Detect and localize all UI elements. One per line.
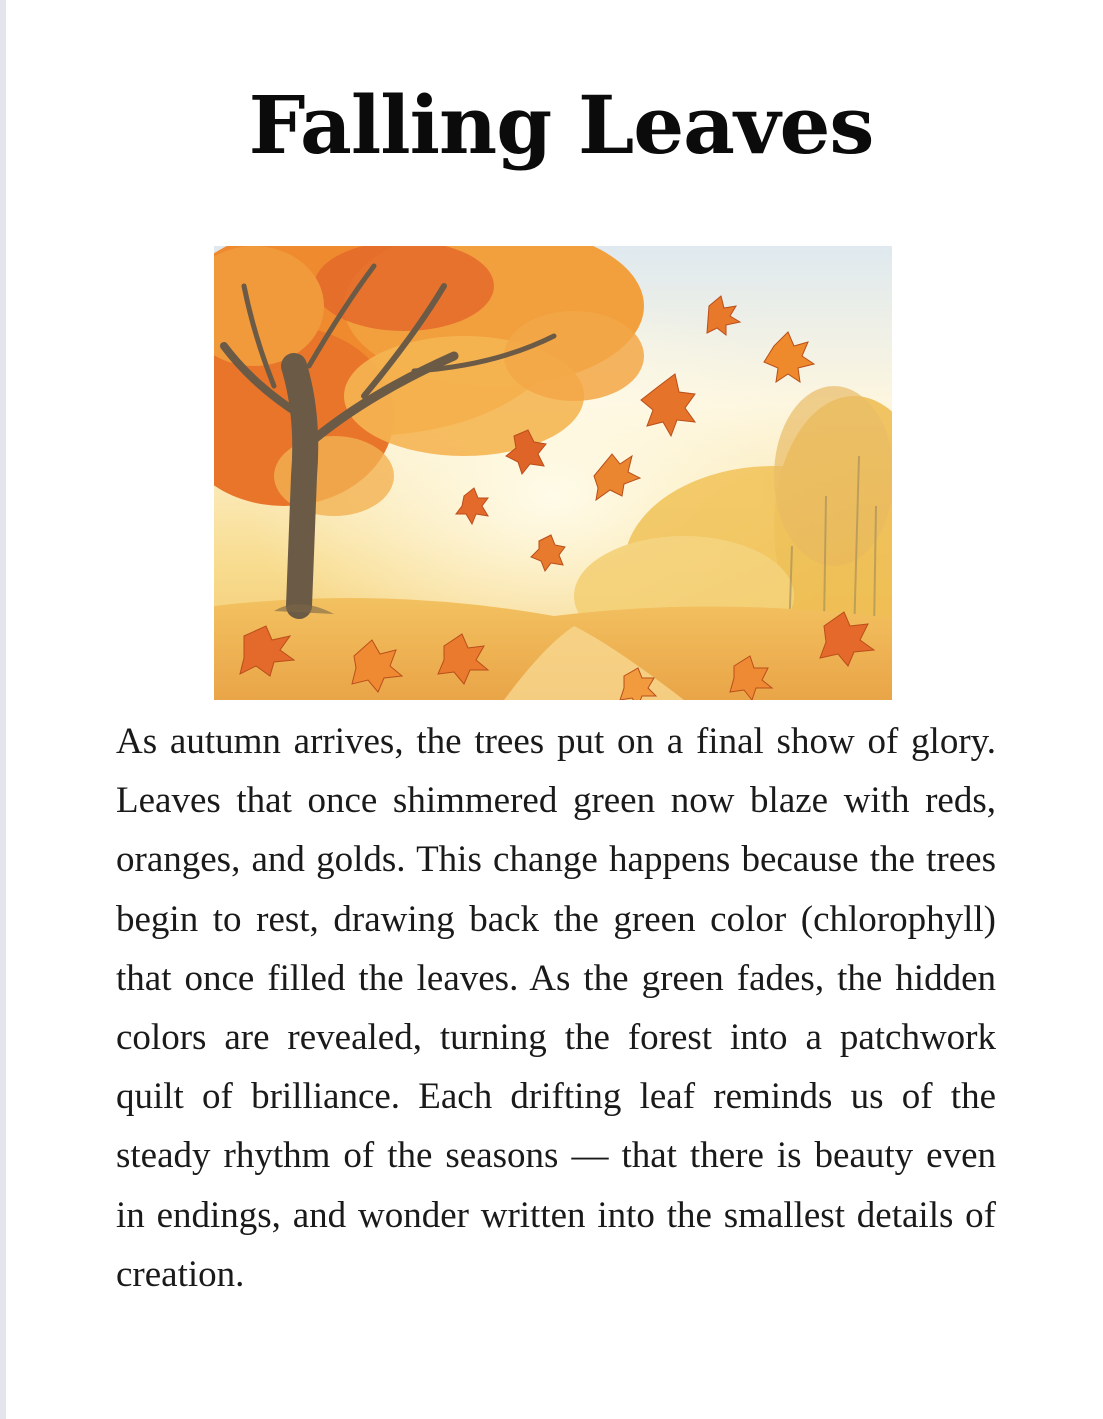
- story-paragraph: As autumn arrives, the trees put on a final show of glory. Leaves that once shimmered green now blaze with reds, oranges, and golds. This change happens because the trees begin to rest, drawing back the green color (chlorophyll) that once filled the leaves. As the green fades, the hidden colors are revealed, turning the forest into a patchwork quilt of brilliance. Each drifting leaf reminds us of the steady rhythm of the seasons — that there is beauty even in endings, and wonder written into the smallest details of creation.: [116, 721, 996, 1295]
- autumn-tree-illustration: [214, 246, 892, 700]
- document-page: [6, 0, 1103, 1419]
- page-title: Falling Leaves: [248, 78, 874, 172]
